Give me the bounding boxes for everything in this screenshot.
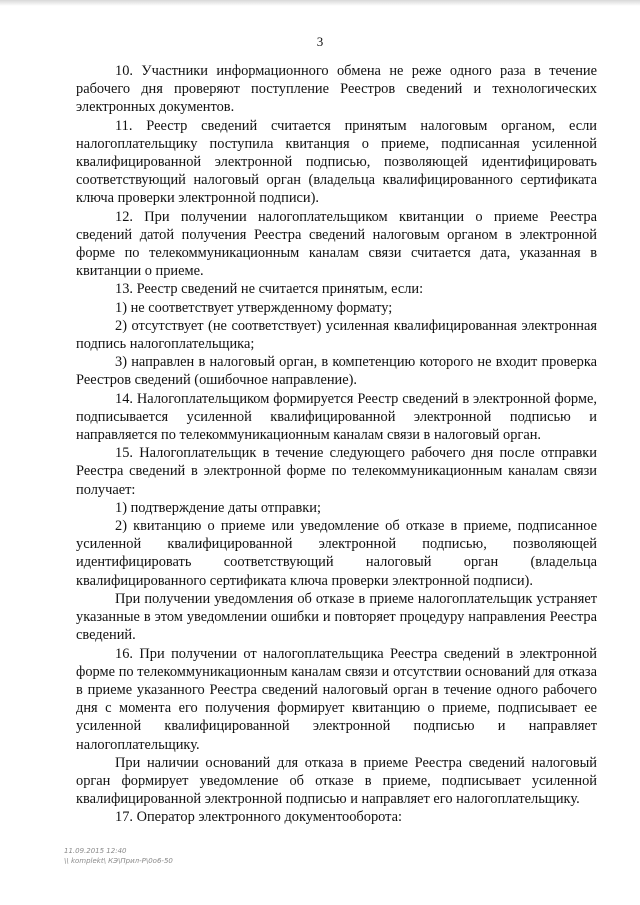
paragraph-14: 14. Налогоплательщиком формируется Реестр сведений в электронной форме, подписывается усиленной квалифицированной электронной подписью и направляется по телекоммуникационным каналам связи в налоговый орган. <box>76 390 597 444</box>
paragraph-15-note: При получении уведомления об отказе в приеме налогоплательщик устраняет указанные в этом уведомлении ошибки и повторяет процедуру направления Реестра сведений. <box>76 590 597 644</box>
paragraph-13-item-2: 2) отсутствует (не соответствует) усиленная квалифицированная электронная подпись налогоплательщика; <box>76 317 597 353</box>
footer-timestamp: 11.09.2015 12:40 <box>64 847 127 855</box>
paragraph-13: 13. Реестр сведений не считается принятым, если: <box>115 281 424 298</box>
paragraph-12: 12. При получении налогоплательщиком квитанции о приеме Реестра сведений датой получения Реестра сведений налоговым органом в электронной форме по телекоммуникационным каналам связи считается дата, указанная в квитанции о приеме. <box>76 208 597 280</box>
paragraph-15: 15. Налогоплательщик в течение следующего рабочего дня после отправки Реестра сведений в электронной форме по телекоммуникационным каналам связи получает: <box>76 445 597 498</box>
page-number: 3 <box>316 34 324 49</box>
paragraph-17: 17. Оператор электронного документооборота: <box>115 809 403 826</box>
paragraph-10: 10. Участники информационного обмена не реже одного раза в течение рабочего дня проверяют поступление Реестров сведений и технологических электронных документов. <box>76 63 597 116</box>
paragraph-13-item-3: 3) направлен в налоговый орган, в компетенцию которого не входит проверка Реестров сведений (ошибочное направление). <box>76 354 597 389</box>
paragraph-13-item-1: 1) не соответствует утвержденному формату; <box>115 299 393 316</box>
footer-file-path: \\ komplekt\ КЭ\Прил-Р\0о6-50 <box>64 857 173 865</box>
paragraph-11: 11. Реестр сведений считается принятым налоговым органом, если налогоплательщику поступила квитанция о приеме, подписанная усиленной квалифицированной электронной подписью, позволяющей идентифицировать соответствующий налоговый орган (владельца квалифицированного сертификата ключа проверки электронной подписи). <box>76 117 597 207</box>
document-body <box>76 62 597 827</box>
paragraph-15-item-2: 2) квитанцию о приеме или уведомление об отказе в приеме, подписанное усиленной квалифицированной электронной подписью, позволяющей идентифицировать соответствующий налоговый орган (владельца квалифицированного сертификата ключа проверки электронной подписи). <box>76 518 597 589</box>
scan-edge <box>0 0 640 6</box>
footer-file-stamp <box>64 846 173 866</box>
paragraph-16-note: При наличии оснований для отказа в приеме Реестра сведений налоговый орган формирует уведомление об отказе в приеме, подписывает усиленной квалифицированной электронной подписью и направляет его налогоплательщику. <box>76 754 597 808</box>
paragraph-15-item-1: 1) подтверждение даты отправки; <box>115 499 321 516</box>
paragraph-16: 16. При получении от налогоплательщика Реестра сведений в электронной форме по телекоммуникационным каналам связи и отсутствии оснований для отказа в приеме указанного Реестра сведений налоговый орган в течение одного рабочего дня с момента его получения формирует квитанцию о приеме, подписывает ее усиленной квалифицированной электронной подписью и направляет налогоплательщику. <box>76 645 597 753</box>
